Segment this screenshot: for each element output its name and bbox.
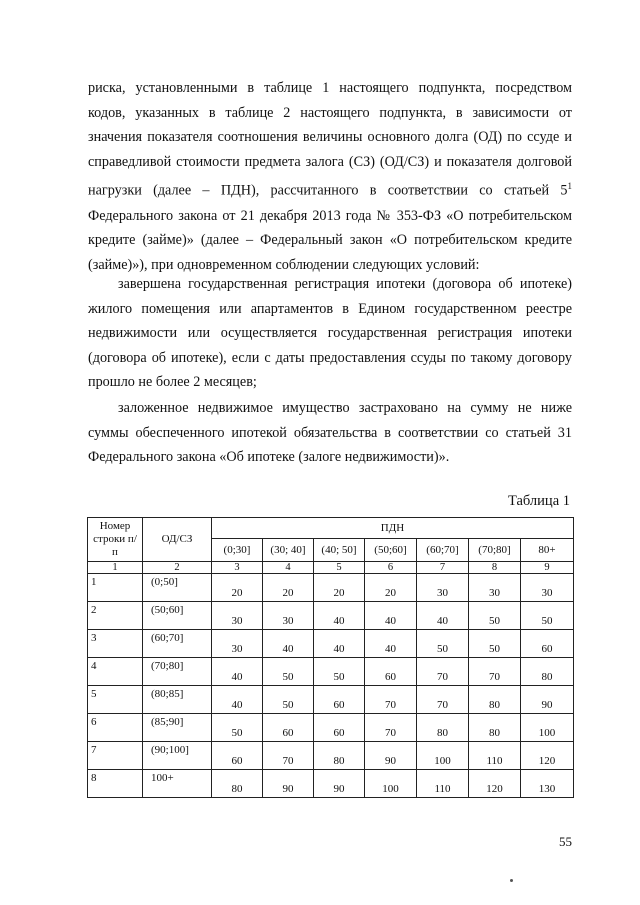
risk-weight-cell: 130: [521, 770, 574, 798]
risk-weight-cell: 60: [365, 658, 417, 686]
risk-weight-cell: 30: [417, 574, 469, 602]
risk-weight-cell: 40: [365, 602, 417, 630]
text-line: кодов, указанных в таблице 2 настоящего подпункта, в зависимости от: [88, 104, 572, 121]
text-line: жилого помещения или апартаментов в Едином государственном реестре: [88, 300, 572, 317]
column-number: 2: [143, 562, 212, 574]
risk-weight-cell: 80: [469, 714, 521, 742]
risk-weight-cell: 100: [417, 742, 469, 770]
text-fragment: нагрузки (далее – ПДН), рассчитанного в соответствии со статьей 5: [88, 183, 568, 200]
risk-weight-cell: 90: [365, 742, 417, 770]
column-number: 8: [469, 562, 521, 574]
row-number-cell: 7: [88, 742, 143, 770]
column-number: 7: [417, 562, 469, 574]
risk-weight-cell: 80: [417, 714, 469, 742]
header-pdn-range: (50;60]: [365, 539, 417, 562]
risk-weight-cell: 80: [314, 742, 365, 770]
risk-weight-cell: 80: [469, 686, 521, 714]
risk-weight-cell: 40: [417, 602, 469, 630]
text-line-with-footnote: [88, 174, 572, 203]
risk-weight-cell: 20: [365, 574, 417, 602]
table-row: [88, 602, 574, 630]
text-line: значения показателя соотношения величины основного долга (ОД) по ссуде и: [88, 129, 572, 146]
risk-weight-cell: 70: [469, 658, 521, 686]
text-line: (займе)»), при одновременном соблюдении следующих условий:: [88, 256, 480, 273]
risk-weight-cell: 80: [521, 658, 574, 686]
risk-weight-cell: 30: [521, 574, 574, 602]
table-caption: Таблица 1: [507, 493, 570, 509]
text-line: риска, установленными в таблице 1 настоящего подпункта, посредством: [88, 80, 572, 96]
risk-weight-cell: 90: [263, 770, 314, 798]
header-pdn-range: (30; 40]: [263, 539, 314, 562]
risk-weight-cell: 40: [212, 686, 263, 714]
risk-weight-cell: 60: [314, 714, 365, 742]
header-pdn-range: (0;30]: [212, 539, 263, 562]
risk-weight-cell: 50: [263, 658, 314, 686]
row-number-cell: 4: [88, 658, 143, 686]
table-row: [88, 686, 574, 714]
table-row: [88, 574, 574, 602]
table-row: [88, 630, 574, 658]
text-line: Федерального закона от 21 декабря 2013 года № 353-ФЗ «О потребительском: [88, 207, 572, 224]
text-line: (договора об ипотеке), если с даты предоставления ссуды по такому договору: [88, 349, 572, 366]
risk-weight-cell: 60: [521, 630, 574, 658]
risk-weight-cell: 90: [521, 686, 574, 714]
paragraph-1: [88, 76, 572, 277]
text-line: суммы обеспеченного ипотекой обязательства в соответствии со статьей 31: [88, 424, 572, 441]
text-line: прошло не более 2 месяцев;: [88, 374, 257, 391]
risk-weight-cell: 110: [469, 742, 521, 770]
header-pdn-range: (60;70]: [417, 539, 469, 562]
odsz-range-cell: (70;80]: [143, 658, 212, 686]
risk-weight-cell: 20: [263, 574, 314, 602]
header-pdn: ПДН: [212, 518, 574, 539]
risk-weight-cell: 50: [469, 602, 521, 630]
odsz-range-cell: (0;50]: [143, 574, 212, 602]
paragraph-2: [88, 272, 572, 395]
risk-weight-cell: 30: [212, 602, 263, 630]
odsz-range-cell: (80;85]: [143, 686, 212, 714]
column-number: 4: [263, 562, 314, 574]
table-row: [88, 770, 574, 798]
row-number-cell: 5: [88, 686, 143, 714]
risk-weight-cell: 50: [314, 658, 365, 686]
header-pdn-range: (70;80]: [469, 539, 521, 562]
row-number-cell: 6: [88, 714, 143, 742]
odsz-range-cell: (60;70]: [143, 630, 212, 658]
ltv-pdn-table: [87, 517, 574, 798]
risk-weight-cell: 50: [212, 714, 263, 742]
risk-weight-cell: 30: [469, 574, 521, 602]
risk-weight-cell: 110: [417, 770, 469, 798]
text-line: заложенное недвижимое имущество застраховано на сумму не ниже: [118, 400, 572, 416]
header-odsz: ОД/СЗ: [143, 518, 212, 562]
risk-weight-cell: 50: [263, 686, 314, 714]
risk-weight-cell: 50: [469, 630, 521, 658]
risk-weight-cell: 40: [263, 630, 314, 658]
risk-weight-cell: 20: [212, 574, 263, 602]
text-line: недвижимости или осуществляется государственная регистрация ипотеки: [88, 325, 572, 342]
risk-weight-cell: 30: [263, 602, 314, 630]
header-row-number: Номер строки п/п: [88, 518, 143, 562]
risk-weight-cell: 40: [314, 630, 365, 658]
column-number-row: [88, 562, 574, 574]
column-number: 9: [521, 562, 574, 574]
risk-weight-cell: 120: [521, 742, 574, 770]
risk-weight-cell: 80: [212, 770, 263, 798]
odsz-range-cell: (90;100]: [143, 742, 212, 770]
scan-speck: [510, 879, 513, 882]
risk-weight-cell: 50: [417, 630, 469, 658]
risk-weight-cell: 70: [417, 686, 469, 714]
risk-weight-cell: 50: [521, 602, 574, 630]
text-line: Федерального закона «Об ипотеке (залоге недвижимости)».: [88, 449, 450, 466]
column-number: 3: [212, 562, 263, 574]
page-number: 55: [559, 834, 572, 849]
risk-weight-cell: 70: [263, 742, 314, 770]
column-number: 5: [314, 562, 365, 574]
risk-weight-cell: 90: [314, 770, 365, 798]
table-row: [88, 714, 574, 742]
risk-weight-cell: 70: [365, 686, 417, 714]
odsz-range-cell: (50;60]: [143, 602, 212, 630]
odsz-range-cell: 100+: [143, 770, 212, 798]
table-row: [88, 658, 574, 686]
column-number: 6: [365, 562, 417, 574]
risk-weight-cell: 60: [314, 686, 365, 714]
row-number-cell: 2: [88, 602, 143, 630]
paragraph-3: [88, 396, 572, 470]
column-number: 1: [88, 562, 143, 574]
row-number-cell: 8: [88, 770, 143, 798]
text-line: кредите (займе)» (далее – Федеральный закон «О потребительском кредите: [88, 232, 572, 249]
odsz-range-cell: (85;90]: [143, 714, 212, 742]
risk-weight-cell: 60: [263, 714, 314, 742]
text-line: завершена государственная регистрация ипотеки (договора об ипотеке): [118, 276, 572, 292]
risk-weight-cell: 60: [212, 742, 263, 770]
risk-weight-cell: 20: [314, 574, 365, 602]
superscript: 1: [567, 181, 572, 192]
risk-weight-cell: 70: [417, 658, 469, 686]
risk-weight-cell: 40: [314, 602, 365, 630]
risk-weight-cell: 100: [365, 770, 417, 798]
text-line: справедливой стоимости предмета залога (СЗ) (ОД/СЗ) и показателя долговой: [88, 153, 572, 170]
risk-weight-cell: 120: [469, 770, 521, 798]
table-row: [88, 742, 574, 770]
row-number-cell: 3: [88, 630, 143, 658]
risk-weight-cell: 40: [212, 658, 263, 686]
row-number-cell: 1: [88, 574, 143, 602]
risk-weight-cell: 70: [365, 714, 417, 742]
risk-weight-cell: 30: [212, 630, 263, 658]
risk-weight-cell: 100: [521, 714, 574, 742]
header-pdn-range: 80+: [521, 539, 574, 562]
risk-weight-cell: 40: [365, 630, 417, 658]
header-pdn-range: (40; 50]: [314, 539, 365, 562]
